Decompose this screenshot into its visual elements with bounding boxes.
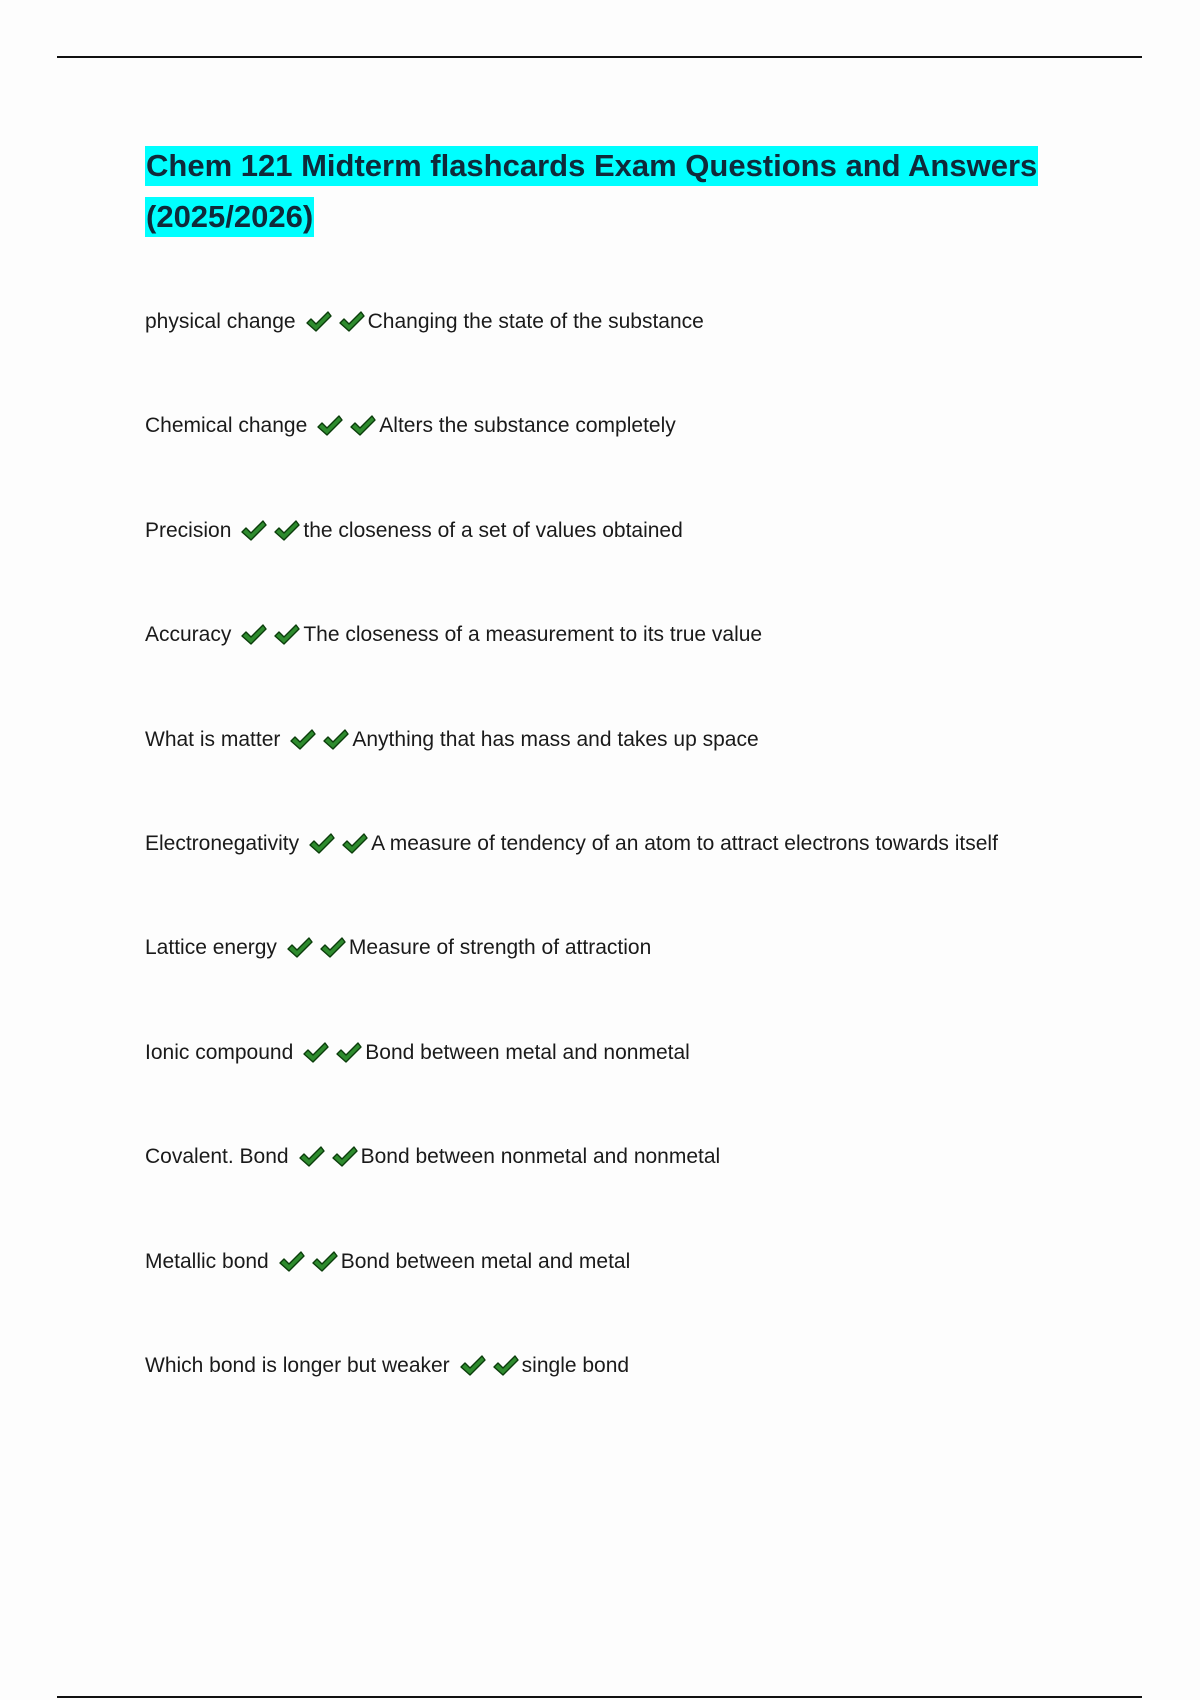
flashcard-item	[145, 516, 1145, 620]
flashcard-term: Covalent. Bond	[145, 1145, 289, 1169]
checkmark-icon	[311, 1250, 339, 1274]
flashcard-item	[145, 829, 1145, 933]
checkmark-icon	[298, 1145, 326, 1169]
checkmark-icon	[289, 728, 317, 752]
checkmark-icon	[273, 519, 301, 543]
checkmark-icon	[273, 623, 301, 647]
double-checkmark-icon	[459, 1351, 521, 1381]
flashcard-item	[145, 1038, 1145, 1142]
flashcard-term: What is matter	[145, 727, 281, 751]
checkmark-icon	[286, 936, 314, 960]
flashcard-term: Accuracy	[145, 623, 232, 647]
flashcard-item	[145, 1351, 1145, 1455]
flashcard-term: physical change	[145, 310, 296, 333]
flashcard-definition: single bond	[521, 1353, 630, 1377]
checkmark-icon	[240, 623, 268, 647]
checkmark-icon	[492, 1354, 520, 1378]
flashcard-term: Metallic bond	[145, 1249, 269, 1273]
checkmark-icon	[331, 1145, 359, 1169]
flashcard-term: Chemical change	[145, 414, 308, 438]
checkmark-icon	[335, 1041, 363, 1065]
double-checkmark-icon	[302, 1038, 364, 1068]
double-checkmark-icon	[308, 829, 370, 859]
flashcard-definition: Alters the substance completely	[379, 414, 676, 438]
flashcard-item	[145, 1142, 1145, 1246]
flashcard-definition: Measure of strength of attraction	[348, 936, 652, 960]
flashcard-definition: Bond between metal and nonmetal	[365, 1040, 690, 1064]
checkmark-icon	[322, 728, 350, 752]
footer-rule	[57, 1696, 1142, 1698]
flashcard-item	[145, 725, 1145, 829]
flashcard-item	[145, 1247, 1145, 1351]
flashcard-term: Electronegativity	[145, 831, 300, 855]
checkmark-icon	[308, 832, 336, 856]
title-line-1: Chem 121 Midterm flashcards Exam Questions and Answers	[145, 146, 1038, 186]
flashcard-definition: Bond between nonmetal and nonmetal	[360, 1145, 721, 1169]
checkmark-icon	[319, 936, 347, 960]
flashcard-item	[145, 620, 1145, 724]
flashcard-definition: A measure of tendency of an atom to attract electrons towards itself	[371, 831, 998, 855]
double-checkmark-icon	[298, 1142, 360, 1172]
checkmark-icon	[316, 414, 344, 438]
flashcard-term: Lattice energy	[145, 936, 277, 960]
flashcard-item	[145, 307, 1145, 411]
flashcard-definition: Changing the state of the substance	[367, 310, 704, 333]
checkmark-icon	[338, 310, 366, 334]
checkmark-icon	[459, 1354, 487, 1378]
double-checkmark-icon	[316, 411, 378, 441]
checkmark-icon	[341, 832, 369, 856]
double-checkmark-icon	[286, 933, 348, 963]
flashcard-definition: Bond between metal and metal	[340, 1249, 631, 1273]
double-checkmark-icon	[240, 516, 302, 546]
checkmark-icon	[278, 1250, 306, 1274]
title-line-2: (2025/2026)	[145, 197, 314, 237]
checkmark-icon	[349, 414, 377, 438]
header-rule	[57, 56, 1142, 58]
flashcard-term: Which bond is longer but weaker	[145, 1353, 450, 1377]
document-title	[145, 140, 1065, 242]
flashcard-term: Precision	[145, 518, 232, 542]
checkmark-icon	[240, 519, 268, 543]
double-checkmark-icon	[278, 1247, 340, 1277]
checkmark-icon	[302, 1041, 330, 1065]
flashcard-item	[145, 411, 1145, 515]
flashcard-item	[145, 933, 1145, 1037]
flashcard-definition: Anything that has mass and takes up space	[352, 727, 759, 751]
double-checkmark-icon	[289, 725, 351, 755]
flashcard-list	[145, 307, 1145, 1455]
double-checkmark-icon	[240, 620, 302, 650]
double-checkmark-icon	[305, 307, 367, 337]
checkmark-icon	[305, 310, 333, 334]
flashcard-term: Ionic compound	[145, 1040, 294, 1064]
flashcard-definition: the closeness of a set of values obtained	[303, 518, 683, 542]
flashcard-definition: The closeness of a measurement to its true value	[303, 623, 763, 647]
